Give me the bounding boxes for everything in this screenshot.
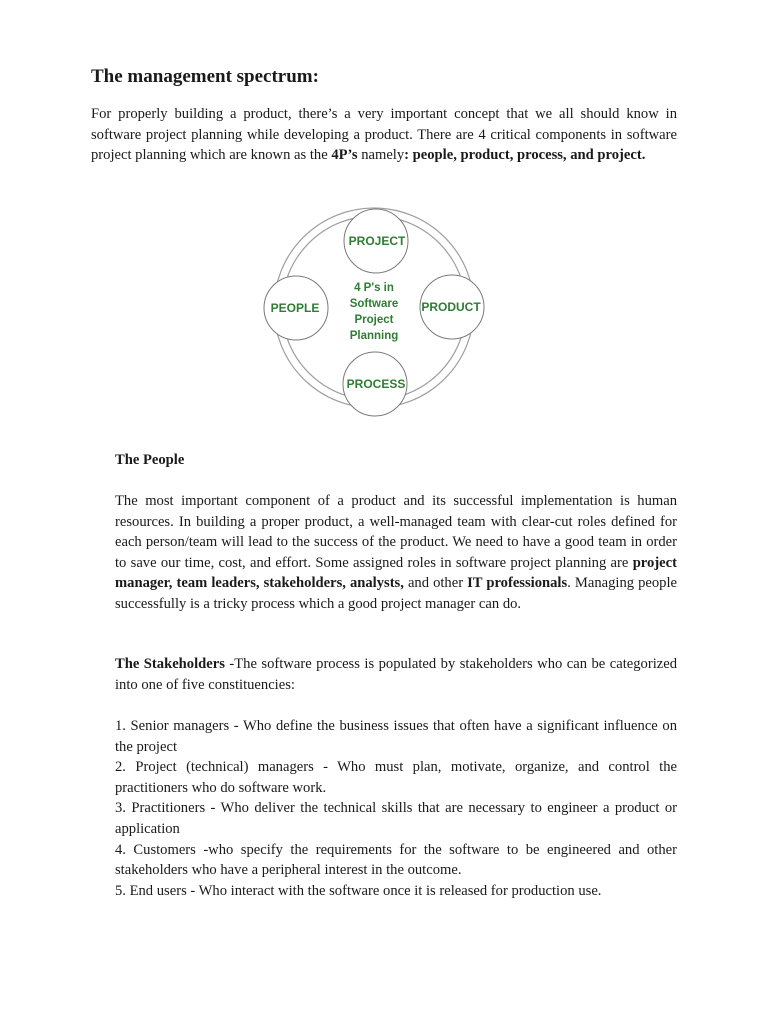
stakeholders-text: -The software process is populated by stakeholders who can be categorized into one of five constituencies: [115,656,678,693]
center-line-4: Planning [349,330,399,342]
list-item: 4. Customers -who specify the requirements for the software to be engineered and other stakeholders who have a peripheral interest in the outcome. [115,841,677,879]
intro-text-1: For properly building a product, there’s a very important concept that we all should know in software project planning while developing a product. There are 4 critical components in software project planning which are known as the [91,106,677,164]
intro-text-2: namely [357,147,405,164]
list-item: 5. End users - Who interact with the software once it is released for production use. [115,882,602,899]
intro-bold-components: : people, product, process, and project. [404,147,646,164]
list-item: 3. Practitioners - Who deliver the technical skills that are necessary to engineer a product or application [115,800,677,837]
people-bold-roles: project manager, team leaders, stakeholders, analysts, [115,554,677,592]
intro-bold-4ps: 4P’s [331,147,358,164]
constituencies-list [115,716,677,901]
people-text-3: . Managing people successfully is a tricky process which a good project manager can do. [115,575,677,612]
four-ps-diagram [258,202,490,424]
people-bold-it: IT professionals [467,575,568,592]
stakeholders-paragraph [115,654,677,695]
people-text-1: The most important component of a product and its successful implementation is human resources. In building a proper product, a well-managed team with clear-cut roles defined for each person/team will lead to the success of the product. We need to have a good team in order to save our time, cost, and effort. Some assigned roles in software project planning are [115,493,677,571]
center-line-3: Project [354,314,394,326]
node-project-label: PROJECT [348,234,406,248]
node-product-label: PRODUCT [421,300,481,314]
center-line-1: 4 P's in [354,282,394,294]
people-title: The People [115,452,185,468]
list-item: 1. Senior managers - Who define the business issues that often have a significant influence on the project [115,718,677,755]
stakeholders-title: The Stakeholders [115,656,225,672]
people-text-2: and other [403,575,468,592]
intro-paragraph [91,104,677,166]
center-line-2: Software [349,298,399,310]
page-title: The management spectrum: [91,66,319,87]
people-paragraph [115,491,677,615]
node-process-label: PROCESS [346,377,406,391]
node-people-label: PEOPLE [270,301,320,315]
list-item: 2. Project (technical) managers - Who must plan, motivate, organize, and control the practitioners who do software work. [115,759,677,796]
